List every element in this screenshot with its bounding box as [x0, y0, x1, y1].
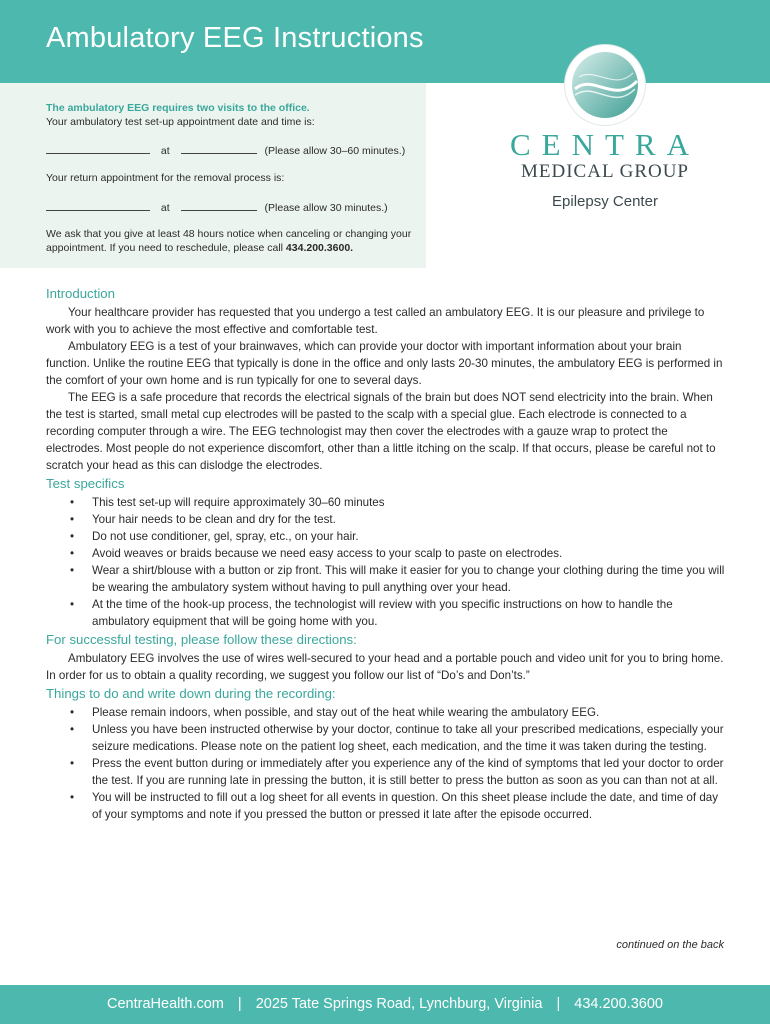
list-item: • Your hair needs to be clean and dry for the test.	[46, 511, 726, 528]
section-heading-introduction: Introduction	[46, 286, 115, 301]
header-banner	[0, 0, 770, 83]
footer-website: CentraHealth.com	[107, 996, 224, 1012]
two-visits-note: The ambulatory EEG requires two visits to the office.	[46, 102, 310, 114]
return-row	[46, 200, 388, 214]
list-item: • This test set-up will require approximately 30–60 minutes	[46, 494, 726, 511]
list-item: • Press the event button during or immediately after you experience any of the kind of symptoms that led your doctor to order the test. If you are running late in pressing the button, it is still better to press the button as soon as you can than not at all.	[46, 755, 726, 789]
list-item: • Avoid weaves or braids because we need easy access to your scalp to paste on electrodes.	[46, 545, 726, 562]
things-to-do-list	[46, 704, 726, 823]
section-heading-test-specifics: Test specifics	[46, 476, 125, 491]
list-item: • Do not use conditioner, gel, spray, etc., on your hair.	[46, 528, 726, 545]
setup-time-blank[interactable]	[181, 143, 257, 154]
intro-paragraph: Ambulatory EEG is a test of your brainwaves, which can provide your doctor with important information about your brain function. Unlike the routine EEG that typically is done in the office and only lasts 20-30 minutes, the ambulatory EEG is performed in the comfort of your own home and is run typically for one to several days.	[46, 340, 723, 387]
section-heading-directions: For successful testing, please follow these directions:	[46, 632, 357, 647]
at-label: at	[160, 145, 170, 157]
return-prompt: Your return appointment for the removal process is:	[46, 172, 285, 184]
list-item: • Wear a shirt/blouse with a button or zip front. This will make it easier for you to change your clothing during the time you will be wearing the ambulatory system without having to pull anything over your head.	[46, 562, 726, 596]
reschedule-phone: 434.200.3600.	[285, 242, 354, 254]
footer-phone: 434.200.3600	[574, 996, 663, 1012]
appointment-panel	[0, 83, 426, 268]
separator: |	[556, 996, 561, 1012]
main-content	[46, 284, 726, 823]
setup-duration-note: (Please allow 30–60 minutes.)	[264, 145, 406, 157]
section-heading-things-to-do: Things to do and write down during the recording:	[46, 686, 336, 701]
footer-address: 2025 Tate Springs Road, Lynchburg, Virginia	[255, 996, 543, 1012]
list-item: • You will be instructed to fill out a log sheet for all events in question. On this sheet please include the date, and time of day of your symptoms and note if you pressed the button or pressed it late after the episode occurred.	[46, 789, 726, 823]
test-specifics-list	[46, 494, 726, 630]
separator: |	[237, 996, 242, 1012]
intro-paragraph: The EEG is a safe procedure that records the electrical signals of the brain but does NOT send electricity into the brain. When the test is started, small metal cup electrodes will be pasted to the scalp with a special glue. Each electrode is connected to a recording computer through a wire. The EEG technologist may then cover the electrodes with a gauze wrap to protect the electrodes. Most people do not experience discomfort, other than a little itching on the scalp. If that occurs, please be careful not to scratch your head as this can dislodge the electrodes.	[46, 391, 716, 472]
brand-subtitle: MEDICAL GROUP	[521, 161, 689, 182]
continued-note: continued on the back	[616, 939, 724, 951]
brand-name: CENTRA	[510, 127, 700, 162]
setup-prompt: Your ambulatory test set-up appointment date and time is:	[46, 116, 315, 128]
logo-emblem-icon	[565, 45, 645, 125]
list-item: • At the time of the hook-up process, the technologist will review with you specific instructions on how to handle the ambulatory equipment that will be going home with you.	[46, 596, 726, 630]
cancellation-notice: We ask that you give at least 48 hours notice when canceling or changing your appointment. If you need to reschedule, please call 434.200.3600.	[46, 228, 412, 254]
return-date-blank[interactable]	[46, 200, 150, 211]
department-name: Epilepsy Center	[552, 193, 658, 210]
list-item: • Unless you have been instructed otherwise by your doctor, continue to take all your prescribed medications, especially your seizure medications. Please note on the patient log sheet, each medication, and the time it was taken during the testing.	[46, 721, 726, 755]
footer-bar	[0, 985, 770, 1024]
setup-date-blank[interactable]	[46, 143, 150, 154]
page-title: Ambulatory EEG Instructions	[46, 22, 424, 54]
return-time-blank[interactable]	[181, 200, 257, 211]
setup-row	[46, 143, 405, 157]
return-duration-note: (Please allow 30 minutes.)	[264, 202, 388, 214]
intro-paragraph: Your healthcare provider has requested that you undergo a test called an ambulatory EEG. It is our pleasure and privilege to work with you to achieve the most effective and comfortable test.	[46, 306, 705, 336]
directions-paragraph: Ambulatory EEG involves the use of wires well-secured to your head and a portable pouch and video unit for you to bring home. In order for us to obtain a quality recording, we suggest you follow our list of “Do’s and Don’ts.”	[46, 652, 724, 682]
at-label: at	[160, 202, 170, 214]
list-item: • Please remain indoors, when possible, and stay out of the heat while wearing the ambulatory EEG.	[46, 704, 726, 721]
